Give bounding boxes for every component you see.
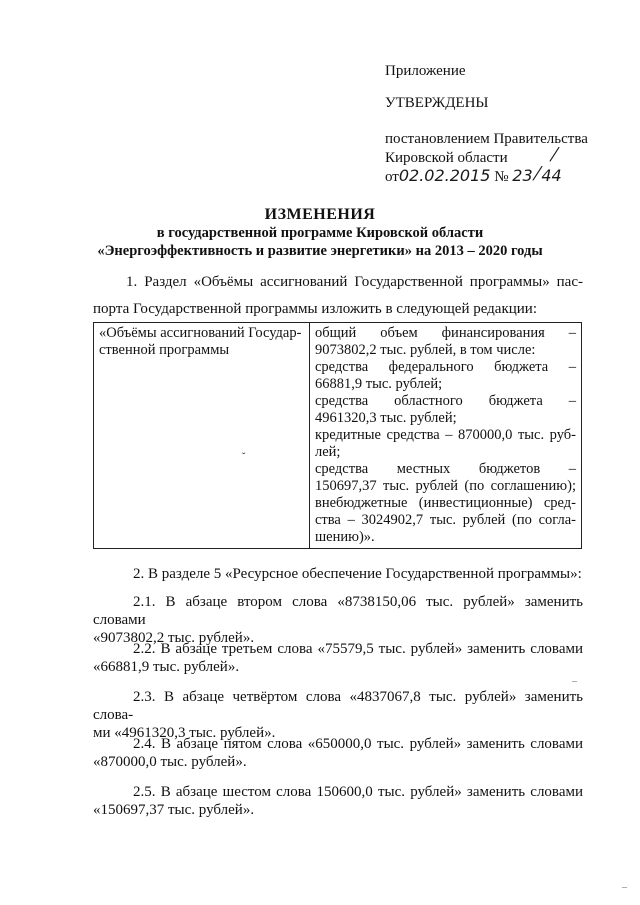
section-1-line-2: порта Государственной программы изложить в следующей редакции: xyxy=(93,301,538,317)
item-first-line: 2.4. В абзаце пятом слова «650000,0 тыс. рублей» заменить словами xyxy=(133,736,583,752)
document-subtitle-2: «Энергоэффективность и развитие энергетики» на 2013 – 2020 годы xyxy=(97,243,543,259)
item-continuation: «66881,9 тыс. рублей». xyxy=(93,659,240,675)
from-prefix: от xyxy=(385,169,399,185)
document-subtitle-1: в государственной программе Кировской области xyxy=(156,225,484,241)
label-line-2: ственной программы xyxy=(99,342,230,358)
resolution-line-1: постановлением Правительства xyxy=(385,131,588,147)
list-item xyxy=(93,640,583,676)
value-line: общий объем финансирования – xyxy=(315,325,576,341)
item-continuation: «9073802,2 тыс. рублей». xyxy=(93,630,255,646)
value-line: лей; xyxy=(315,444,341,460)
section-2-intro: 2. В разделе 5 «Ресурсное обеспечение Государственной программы»: xyxy=(133,566,582,582)
region-name: Кировской области xyxy=(385,150,508,166)
table-cell-value xyxy=(310,323,582,549)
number-prefix: № xyxy=(494,169,509,185)
item-first-line: 2.5. В абзаце шестом слова 150600,0 тыс. рублей» заменить словами xyxy=(133,784,583,800)
item-first-line: 2.2. В абзаце третьем слова «75579,5 тыс. рублей» заменить словами xyxy=(133,641,583,657)
list-item xyxy=(93,735,583,771)
handwritten-date: 02.02.2015 xyxy=(398,166,491,185)
label-line-1: «Объёмы ассигнований Государ- xyxy=(99,325,302,341)
value-line: 66881,9 тыс. рублей; xyxy=(315,376,443,392)
passport-table xyxy=(93,322,582,549)
value-line: средства федерального бюджета – xyxy=(315,359,576,375)
date-number-line: от02.02.2015 № 23/44 xyxy=(385,160,562,188)
handwritten-number-a: 23 xyxy=(512,166,533,185)
resolution-line-2: Кировской области / xyxy=(385,141,562,169)
item-continuation: ми «4961320,3 тыс. рублей». xyxy=(93,725,276,741)
appendix-label: Приложение xyxy=(385,63,466,79)
table-cell-label xyxy=(94,323,310,549)
item-first-line: 2.3. В абзаце четвёртом слова «4837067,8 тыс. рублей» заменить слова- xyxy=(93,689,583,723)
value-line: 150697,37 тыс. рублей (по соглашению); xyxy=(315,478,576,494)
list-item xyxy=(93,593,583,647)
value-line: 9073802,2 тыс. рублей, в том числе: xyxy=(315,342,536,358)
approval-block xyxy=(385,62,625,186)
list-item xyxy=(93,783,583,819)
section-1-line-1: 1. Раздел «Объёмы ассигнований Государственной программы» пас- xyxy=(126,274,583,290)
value-line: средства областного бюджета – xyxy=(315,393,576,409)
item-continuation: «150697,37 тыс. рублей». xyxy=(93,802,255,818)
scan-mark: – xyxy=(572,676,577,687)
list-item xyxy=(93,688,583,742)
value-line: средства местных бюджетов – xyxy=(315,461,576,477)
handwritten-number-b: 44 xyxy=(541,166,562,185)
scan-mark: – xyxy=(622,882,627,893)
value-line: шению)». xyxy=(315,529,375,545)
item-first-line: 2.1. В абзаце втором слова «8738150,06 тыс. рублей» заменить словами xyxy=(93,594,583,628)
document-heading: ИЗМЕНЕНИЯ xyxy=(264,206,376,223)
table-row xyxy=(94,323,582,549)
value-line: 4961320,3 тыс. рублей; xyxy=(315,410,457,426)
value-line: кредитные средства – 870000,0 тыс. руб- xyxy=(315,427,576,443)
scan-speck: ˇ xyxy=(242,452,246,463)
approved-label: УТВЕРЖДЕНЫ xyxy=(385,95,489,111)
value-line: внебюджетные (инвестиционные) сред- xyxy=(315,495,576,511)
item-continuation: «870000,0 тыс. рублей». xyxy=(93,754,247,770)
value-line: ства – 3024902,7 тыс. рублей (по согла- xyxy=(315,512,576,528)
